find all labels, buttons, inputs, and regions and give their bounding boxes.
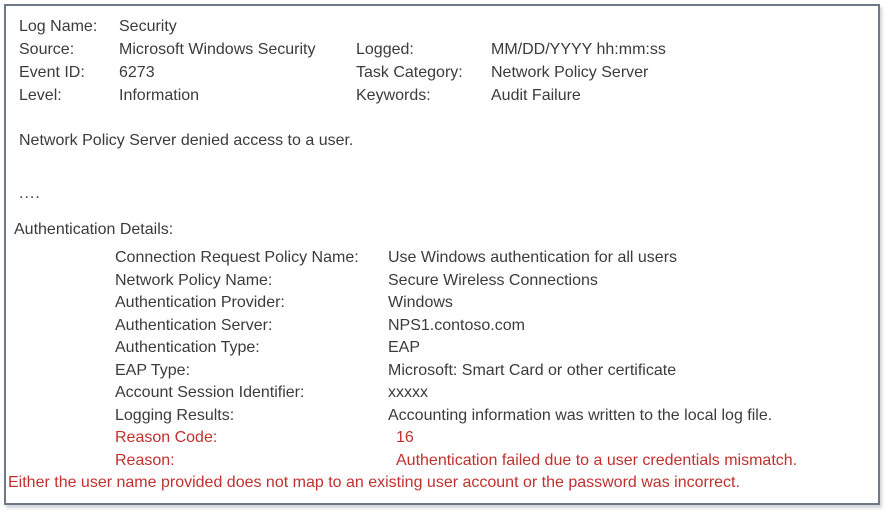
detail-value: Windows — [388, 294, 453, 311]
auth-details-list — [19, 247, 865, 472]
logged-label: Logged: — [356, 41, 414, 58]
detail-value: NPS1.contoso.com — [388, 316, 525, 334]
detail-value: 16 — [396, 429, 414, 446]
detail-label: Reason: — [115, 451, 175, 469]
detail-label: Connection Request Policy Name: — [115, 249, 359, 266]
header-row-eventid-taskcategory — [19, 61, 865, 84]
detail-row-account-session-identifier — [19, 382, 865, 405]
detail-row-network-policy-name — [19, 270, 865, 293]
detail-row-authentication-type — [19, 337, 865, 360]
detail-value: xxxxx — [388, 384, 428, 401]
detail-row-eap-type — [19, 360, 865, 383]
detail-value: Accounting information was written to the local log file. — [388, 406, 773, 424]
source-value: Microsoft Windows Security — [119, 41, 316, 58]
detail-label: Reason Code: — [115, 429, 218, 446]
detail-label: Logging Results: — [115, 406, 235, 424]
detail-label: EAP Type: — [115, 361, 191, 379]
detail-row-authentication-provider — [19, 292, 865, 315]
detail-row-logging-results — [19, 405, 865, 428]
level-value: Information — [119, 87, 200, 104]
header-row0-label2 — [356, 15, 491, 38]
logged-value: MM/DD/YYYY hh:mm:ss — [491, 41, 666, 58]
detail-label: Authentication Type: — [115, 339, 260, 356]
source-label: Source: — [19, 41, 75, 58]
header-row0-value2 — [491, 15, 865, 38]
task-category-value: Network Policy Server — [491, 64, 649, 81]
keywords-label: Keywords: — [356, 87, 431, 104]
detail-row-connection-request-policy — [19, 247, 865, 270]
detail-value: Authentication failed due to a user credentials mismatch. — [396, 451, 798, 469]
event-header — [19, 15, 865, 107]
detail-label: Network Policy Name: — [115, 271, 273, 289]
log-name-label: Log Name: — [19, 18, 98, 35]
detail-value: Microsoft: Smart Card or other certificate — [388, 361, 677, 379]
ellipsis-text: .... — [19, 185, 41, 202]
detail-label: Account Session Identifier: — [115, 384, 305, 401]
event-id-label: Event ID: — [19, 64, 85, 81]
detail-label: Authentication Server: — [115, 316, 273, 334]
level-label: Level: — [19, 87, 62, 104]
detail-row-reason — [19, 450, 865, 473]
task-category-label: Task Category: — [356, 64, 463, 81]
header-row-source-logged — [19, 38, 865, 61]
log-name-value: Security — [119, 18, 177, 35]
detail-value: Secure Wireless Connections — [388, 271, 598, 289]
detail-value: EAP — [388, 339, 421, 356]
event-message: Network Policy Server denied access to a user. — [19, 132, 354, 149]
header-row-level-keywords — [19, 84, 865, 107]
detail-value: Use Windows authentication for all users — [388, 249, 678, 266]
detail-label: Authentication Provider: — [115, 294, 285, 311]
event-id-value: 6273 — [119, 64, 155, 81]
detail-row-reason-code — [19, 427, 865, 450]
event-frame — [4, 4, 880, 505]
auth-details-title: Authentication Details: — [14, 221, 174, 238]
footer-note: Either the user name provided does not map to an existing user account or the password was incorrect. — [8, 474, 740, 491]
detail-row-authentication-server — [19, 315, 865, 338]
keywords-value: Audit Failure — [491, 87, 581, 104]
header-row-log-name — [19, 15, 865, 38]
